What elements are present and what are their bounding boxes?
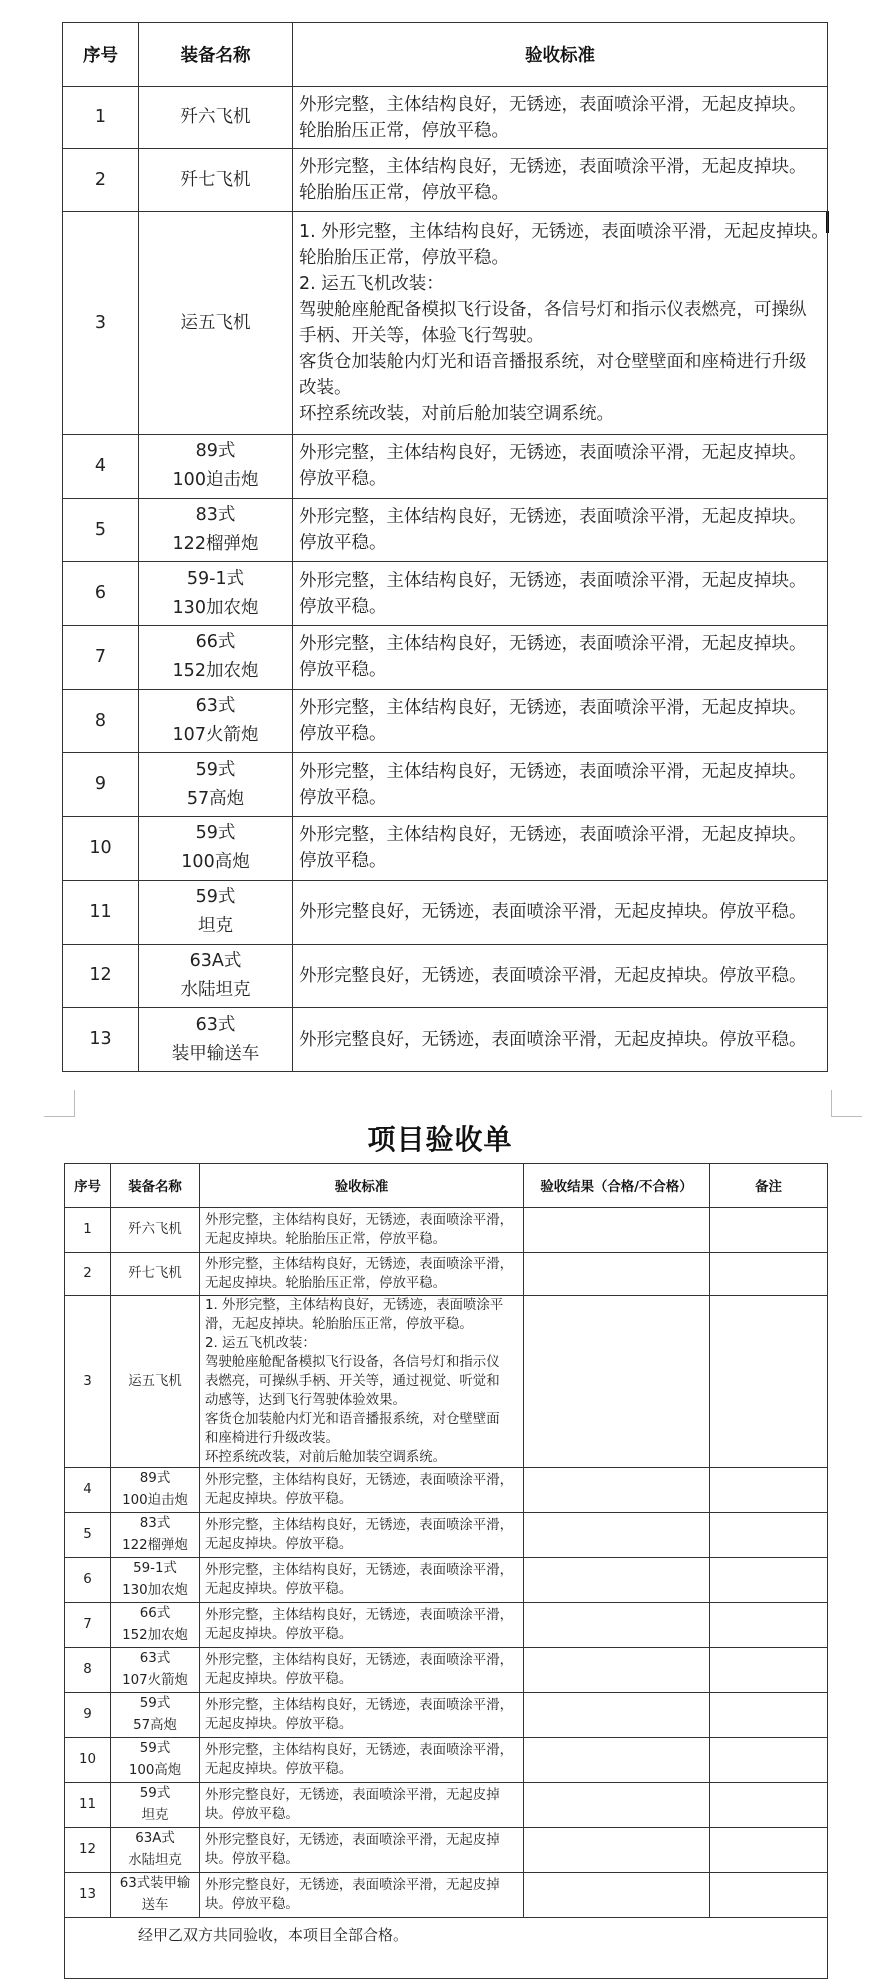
equipment-name <box>139 689 293 753</box>
remark-cell[interactable] <box>710 1873 828 1918</box>
row-serial: 12 <box>63 944 139 1008</box>
equipment-name-line: 59式 <box>195 759 236 780</box>
table-row <box>63 689 828 753</box>
row-serial: 10 <box>63 817 139 881</box>
row-serial: 4 <box>65 1468 111 1513</box>
table-row <box>65 1603 828 1648</box>
equipment-name-line: 100高炮 <box>128 1763 182 1778</box>
row-serial: 3 <box>65 1296 111 1468</box>
criteria-line: 动感等，达到飞行驾驶体验效果。 <box>205 1393 406 1408</box>
table-row <box>65 1468 828 1513</box>
equipment-name-line: 107火箭炮 <box>172 725 259 746</box>
conclusion-row <box>65 1918 828 1979</box>
equipment-name <box>111 1296 200 1468</box>
row-serial: 11 <box>65 1783 111 1828</box>
criteria-line: 外形完整，主体结构良好，无锈迹，表面喷涂平滑， <box>205 1213 513 1228</box>
row-serial: 2 <box>63 149 139 212</box>
header-criteria: 验收标准 <box>200 1164 524 1208</box>
equipment-name-line: 63式 <box>195 696 236 717</box>
result-cell[interactable] <box>524 1513 710 1558</box>
acceptance-criteria <box>200 1738 524 1783</box>
form-title: 项目验收单 <box>367 1123 513 1156</box>
criteria-line: 和座椅进行升级改装。 <box>205 1431 339 1446</box>
result-cell[interactable] <box>524 1783 710 1828</box>
equipment-name <box>111 1558 200 1603</box>
remark-cell[interactable] <box>710 1648 828 1693</box>
equipment-name-line: 152加农炮 <box>172 661 259 682</box>
header-equipment-name: 装备名称 <box>139 23 293 87</box>
equipment-name <box>111 1468 200 1513</box>
equipment-name <box>111 1738 200 1783</box>
equipment-name-line: 水陆坦克 <box>128 1853 182 1868</box>
acceptance-criteria <box>200 1873 524 1918</box>
criteria-line: 外形完整，主体结构良好，无锈迹，表面喷涂平滑， <box>205 1608 513 1623</box>
criteria-line: 外形完整，主体结构良好，无锈迹，表面喷涂平滑，无起皮掉块。 <box>299 698 807 719</box>
row-serial: 11 <box>63 880 139 944</box>
equipment-name <box>139 435 293 499</box>
remark-cell[interactable] <box>710 1828 828 1873</box>
row-serial: 9 <box>63 753 139 817</box>
equipment-name <box>139 1008 293 1072</box>
equipment-name-line: 122榴弹炮 <box>122 1538 188 1553</box>
table-row <box>63 149 828 212</box>
equipment-name <box>111 1513 200 1558</box>
acceptance-criteria <box>200 1208 524 1253</box>
table-row <box>63 626 828 690</box>
criteria-line: 外形完整，主体结构良好，无锈迹，表面喷涂平滑， <box>205 1473 513 1488</box>
table-row <box>63 212 828 435</box>
equipment-name <box>139 626 293 690</box>
criteria-line: 停放平稳。 <box>299 787 387 808</box>
remark-cell[interactable] <box>710 1783 828 1828</box>
result-cell[interactable] <box>524 1208 710 1253</box>
equipment-name <box>139 880 293 944</box>
criteria-line: 外形完整，主体结构良好，无锈迹，表面喷涂平滑，无起皮掉块。 <box>299 761 807 782</box>
row-serial: 8 <box>63 689 139 753</box>
acceptance-criteria <box>293 212 828 435</box>
table-row <box>65 1296 828 1468</box>
table-row <box>65 1253 828 1296</box>
equipment-name-line: 63A式 <box>189 950 242 971</box>
equipment-name-line: 63式 <box>195 1014 236 1035</box>
header-serial: 序号 <box>65 1164 111 1208</box>
criteria-line: 无起皮掉块。停放平稳。 <box>205 1537 353 1552</box>
criteria-line: 外形完整，主体结构良好，无锈迹，表面喷涂平滑， <box>205 1518 513 1533</box>
criteria-line: 无起皮掉块。停放平稳。 <box>205 1762 353 1777</box>
acceptance-criteria <box>200 1783 524 1828</box>
acceptance-criteria <box>200 1558 524 1603</box>
remark-cell[interactable] <box>710 1738 828 1783</box>
table-row <box>65 1693 828 1738</box>
row-serial: 7 <box>65 1603 111 1648</box>
equipment-name-line: 57高炮 <box>133 1718 177 1733</box>
remark-cell[interactable] <box>710 1513 828 1558</box>
equipment-name-line: 59式 <box>195 887 236 908</box>
equipment-name <box>139 944 293 1008</box>
criteria-line: 驾驶舱座舱配备模拟飞行设备，各信号灯和指示仪 <box>205 1355 500 1370</box>
equipment-name-line: 59式 <box>139 1786 171 1801</box>
remark-cell[interactable] <box>710 1693 828 1738</box>
row-serial: 2 <box>65 1253 111 1296</box>
table-row <box>65 1513 828 1558</box>
equipment-name-line: 89式 <box>139 1471 171 1486</box>
criteria-line: 外形完整良好，无锈迹，表面喷涂平滑，无起皮掉 <box>205 1878 500 1893</box>
criteria-line: 停放平稳。 <box>299 851 387 872</box>
criteria-line: 驾驶舱座舱配备模拟飞行设备，各信号灯和指示仪表燃亮，可操纵 <box>299 300 807 320</box>
result-cell[interactable] <box>524 1738 710 1783</box>
table-row <box>65 1558 828 1603</box>
table-row <box>63 880 828 944</box>
page-corner-mark-left <box>44 1090 75 1117</box>
row-serial: 9 <box>65 1693 111 1738</box>
result-cell[interactable] <box>524 1648 710 1693</box>
criteria-line: 改装。 <box>299 378 352 398</box>
criteria-line: 外形完整，主体结构良好，无锈迹，表面喷涂平滑， <box>205 1743 513 1758</box>
criteria-line: 外形完整，主体结构良好，无锈迹，表面喷涂平滑， <box>205 1698 513 1713</box>
acceptance-criteria <box>200 1296 524 1468</box>
table-row <box>63 498 828 562</box>
equipment-name <box>111 1253 200 1296</box>
row-serial: 3 <box>63 212 139 435</box>
equipment-name-line: 66式 <box>195 632 236 653</box>
table-row <box>63 1008 828 1072</box>
header-equipment-name: 装备名称 <box>111 1164 200 1208</box>
equipment-name <box>111 1693 200 1738</box>
result-cell[interactable] <box>524 1296 710 1468</box>
equipment-name-line: 107火箭炮 <box>122 1673 188 1688</box>
row-serial: 6 <box>63 562 139 626</box>
acceptance-criteria <box>200 1603 524 1648</box>
equipment-name-line: 歼六飞机 <box>128 1222 182 1237</box>
equipment-name-line: 59-1式 <box>186 568 245 589</box>
row-serial: 1 <box>63 87 139 149</box>
criteria-line: 无起皮掉块。轮胎胎压正常，停放平稳。 <box>205 1232 447 1247</box>
criteria-line: 外形完整，主体结构良好，无锈迹，表面喷涂平滑，无起皮掉块。 <box>299 507 807 528</box>
equipment-name-line: 122榴弹炮 <box>172 534 259 555</box>
equipment-name-line: 水陆坦克 <box>180 979 251 1000</box>
criteria-line: 外形完整良好，无锈迹，表面喷涂平滑，无起皮掉块。停放平稳。 <box>299 902 807 923</box>
row-serial: 1 <box>65 1208 111 1253</box>
criteria-line: 块。停放平稳。 <box>205 1807 299 1822</box>
acceptance-criteria <box>293 753 828 817</box>
criteria-line: 停放平稳。 <box>299 660 387 681</box>
criteria-line: 外形完整良好，无锈迹，表面喷涂平滑，无起皮掉块。停放平稳。 <box>299 965 807 986</box>
header-row <box>63 23 828 87</box>
criteria-line: 外形完整，主体结构良好，无锈迹，表面喷涂平滑， <box>205 1563 513 1578</box>
table-row <box>65 1783 828 1828</box>
criteria-line: 无起皮掉块。停放平稳。 <box>205 1717 353 1732</box>
equipment-name-line: 130加农炮 <box>172 597 259 618</box>
criteria-line: 无起皮掉块。停放平稳。 <box>205 1582 353 1597</box>
equipment-name <box>139 87 293 149</box>
equipment-name-line: 83式 <box>195 505 236 526</box>
equipment-name-line: 坦克 <box>141 1808 169 1823</box>
equipment-name-line: 59-1式 <box>133 1561 177 1576</box>
header-serial: 序号 <box>63 23 139 87</box>
equipment-name <box>111 1828 200 1873</box>
equipment-name <box>139 498 293 562</box>
equipment-name-line: 83式 <box>139 1516 171 1531</box>
criteria-line: 环控系统改装，对前后舱加装空调系统。 <box>299 404 614 424</box>
table-row <box>65 1873 828 1918</box>
result-cell[interactable] <box>524 1603 710 1648</box>
equipment-name <box>111 1783 200 1828</box>
equipment-name <box>139 753 293 817</box>
equipment-name-line: 运五飞机 <box>128 1373 182 1389</box>
equipment-name-line: 59式 <box>139 1696 171 1711</box>
criteria-line: 外形完整良好，无锈迹，表面喷涂平滑，无起皮掉块。停放平稳。 <box>299 1029 807 1050</box>
table-row <box>63 435 828 499</box>
table-row <box>65 1828 828 1873</box>
header-result: 验收结果（合格/不合格） <box>524 1164 710 1208</box>
equipment-name <box>139 212 293 435</box>
criteria-line: 滑，无起皮掉块。轮胎胎压正常，停放平稳。 <box>205 1317 473 1332</box>
table-row <box>65 1208 828 1253</box>
equipment-name-line: 送车 <box>141 1898 169 1913</box>
equipment-name <box>139 149 293 212</box>
result-cell[interactable] <box>524 1253 710 1296</box>
acceptance-criteria <box>293 87 828 149</box>
criteria-line: 外形完整，主体结构良好，无锈迹，表面喷涂平滑，无起皮掉块。 <box>299 94 807 115</box>
acceptance-criteria <box>293 880 828 944</box>
criteria-line: 环控系统改装，对前后舱加装空调系统。 <box>205 1450 447 1465</box>
equipment-name-line: 歼七飞机 <box>180 169 251 190</box>
criteria-line: 客货仓加装舱内灯光和语音播报系统，对仓壁壁面和座椅进行升级 <box>299 352 807 372</box>
equipment-name-line: 歼七飞机 <box>128 1266 182 1281</box>
equipment-name-line: 66式 <box>139 1606 171 1621</box>
equipment-name-line: 57高炮 <box>186 788 245 809</box>
criteria-line: 轮胎胎压正常，停放平稳。 <box>299 120 509 141</box>
equipment-name-line: 63式装甲输 <box>119 1876 191 1891</box>
criteria-line: 2. 运五飞机改装： <box>299 274 444 294</box>
header-row <box>65 1164 828 1208</box>
criteria-line: 轮胎胎压正常，停放平稳。 <box>299 183 509 203</box>
equipment-name-line: 152加农炮 <box>122 1628 188 1643</box>
table-row <box>63 944 828 1008</box>
equipment-name-line: 59式 <box>139 1741 171 1756</box>
criteria-line: 块。停放平稳。 <box>205 1897 299 1912</box>
criteria-line: 外形完整良好，无锈迹，表面喷涂平滑，无起皮掉 <box>205 1833 500 1848</box>
page-corner-mark-right <box>831 1090 862 1117</box>
acceptance-criteria <box>293 562 828 626</box>
row-serial: 4 <box>63 435 139 499</box>
equipment-name-line: 运五飞机 <box>180 312 251 333</box>
criteria-line: 外形完整良好，无锈迹，表面喷涂平滑，无起皮掉 <box>205 1788 500 1803</box>
acceptance-criteria <box>293 689 828 753</box>
equipment-name-line: 63式 <box>139 1651 171 1666</box>
equipment-name-line: 装甲输送车 <box>171 1043 260 1064</box>
criteria-line: 停放平稳。 <box>299 724 387 745</box>
acceptance-criteria <box>293 817 828 881</box>
acceptance-criteria <box>293 626 828 690</box>
criteria-line: 表燃亮，可操纵手柄、开关等，通过视觉、听觉和 <box>205 1374 500 1389</box>
conclusion-cell <box>65 1918 828 1979</box>
acceptance-criteria <box>200 1693 524 1738</box>
equipment-name <box>139 817 293 881</box>
row-serial: 7 <box>63 626 139 690</box>
acceptance-criteria <box>200 1468 524 1513</box>
remark-cell[interactable] <box>710 1603 828 1648</box>
criteria-line: 无起皮掉块。停放平稳。 <box>205 1672 353 1687</box>
acceptance-criteria <box>200 1513 524 1558</box>
criteria-line: 无起皮掉块。轮胎胎压正常，停放平稳。 <box>205 1276 447 1291</box>
criteria-line: 客货仓加装舱内灯光和语音播报系统，对仓壁壁面 <box>205 1412 500 1427</box>
table-row <box>63 87 828 149</box>
row-serial: 6 <box>65 1558 111 1603</box>
acceptance-form-table <box>64 1163 828 1979</box>
row-serial: 12 <box>65 1828 111 1873</box>
criteria-line: 外形完整，主体结构良好，无锈迹，表面喷涂平滑，无起皮掉块。 <box>299 634 807 655</box>
row-serial: 8 <box>65 1648 111 1693</box>
criteria-line: 手柄、开关等，体验飞行驾驶。 <box>299 326 544 346</box>
equipment-name <box>111 1873 200 1918</box>
acceptance-criteria <box>200 1253 524 1296</box>
acceptance-criteria <box>293 944 828 1008</box>
criteria-line: 1. 外形完整，主体结构良好，无锈迹，表面喷涂平滑，无起皮掉块。 <box>299 222 829 242</box>
acceptance-standard-table <box>62 22 828 1072</box>
criteria-line: 1. 外形完整，主体结构良好，无锈迹，表面喷涂平 <box>205 1298 504 1313</box>
row-serial: 5 <box>65 1513 111 1558</box>
equipment-name <box>111 1208 200 1253</box>
row-serial: 13 <box>65 1873 111 1918</box>
equipment-name <box>111 1648 200 1693</box>
table-row <box>63 753 828 817</box>
equipment-name-line: 89式 <box>195 441 236 462</box>
row-serial: 13 <box>63 1008 139 1072</box>
equipment-name-line: 100高炮 <box>181 852 250 873</box>
equipment-name-line: 130加农炮 <box>122 1583 188 1598</box>
conclusion-text: 经甲乙双方共同验收，本项目全部合格。 <box>138 1926 409 1944</box>
equipment-name-line: 59式 <box>195 823 236 844</box>
table-row <box>65 1648 828 1693</box>
criteria-line: 外形完整，主体结构良好，无锈迹，表面喷涂平滑，无起皮掉块。 <box>299 443 807 464</box>
equipment-name-line: 63A式 <box>135 1831 175 1846</box>
equipment-name <box>111 1603 200 1648</box>
header-remark: 备注 <box>710 1164 828 1208</box>
criteria-line: 停放平稳。 <box>299 596 387 617</box>
remark-cell[interactable] <box>710 1558 828 1603</box>
criteria-line: 无起皮掉块。停放平稳。 <box>205 1627 353 1642</box>
criteria-line: 无起皮掉块。停放平稳。 <box>205 1492 353 1507</box>
result-cell[interactable] <box>524 1828 710 1873</box>
criteria-line: 停放平稳。 <box>299 533 387 554</box>
acceptance-criteria <box>293 149 828 212</box>
row-serial: 10 <box>65 1738 111 1783</box>
table-row <box>65 1738 828 1783</box>
result-cell[interactable] <box>524 1558 710 1603</box>
acceptance-criteria <box>293 1008 828 1072</box>
equipment-name <box>139 562 293 626</box>
remark-cell[interactable] <box>710 1253 828 1296</box>
criteria-line: 块。停放平稳。 <box>205 1852 299 1867</box>
equipment-name-line: 歼六飞机 <box>180 107 251 127</box>
acceptance-criteria <box>200 1648 524 1693</box>
header-criteria: 验收标准 <box>293 23 828 87</box>
remark-cell[interactable] <box>710 1208 828 1253</box>
acceptance-criteria <box>293 498 828 562</box>
criteria-line: 轮胎胎压正常，停放平稳。 <box>299 248 509 268</box>
criteria-line: 外形完整，主体结构良好，无锈迹，表面喷涂平滑，无起皮掉块。 <box>299 570 807 591</box>
remark-cell[interactable] <box>710 1468 828 1513</box>
criteria-line: 外形完整，主体结构良好，无锈迹，表面喷涂平滑， <box>205 1653 513 1668</box>
equipment-name-line: 100迫击炮 <box>172 470 259 491</box>
equipment-name-line: 坦克 <box>198 916 233 937</box>
criteria-line: 外形完整，主体结构良好，无锈迹，表面喷涂平滑，无起皮掉块。 <box>299 157 807 177</box>
remark-cell[interactable] <box>710 1296 828 1468</box>
criteria-line: 2. 运五飞机改装： <box>205 1336 316 1351</box>
table-row <box>63 817 828 881</box>
acceptance-criteria <box>200 1828 524 1873</box>
criteria-line: 外形完整，主体结构良好，无锈迹，表面喷涂平滑， <box>205 1257 513 1272</box>
result-cell[interactable] <box>524 1693 710 1738</box>
result-cell[interactable] <box>524 1468 710 1513</box>
acceptance-criteria <box>293 435 828 499</box>
equipment-name-line: 100迫击炮 <box>122 1493 188 1508</box>
result-cell[interactable] <box>524 1873 710 1918</box>
table-row <box>63 562 828 626</box>
row-serial: 5 <box>63 498 139 562</box>
criteria-line: 外形完整，主体结构良好，无锈迹，表面喷涂平滑，无起皮掉块。 <box>299 825 807 846</box>
criteria-line: 停放平稳。 <box>299 469 387 490</box>
